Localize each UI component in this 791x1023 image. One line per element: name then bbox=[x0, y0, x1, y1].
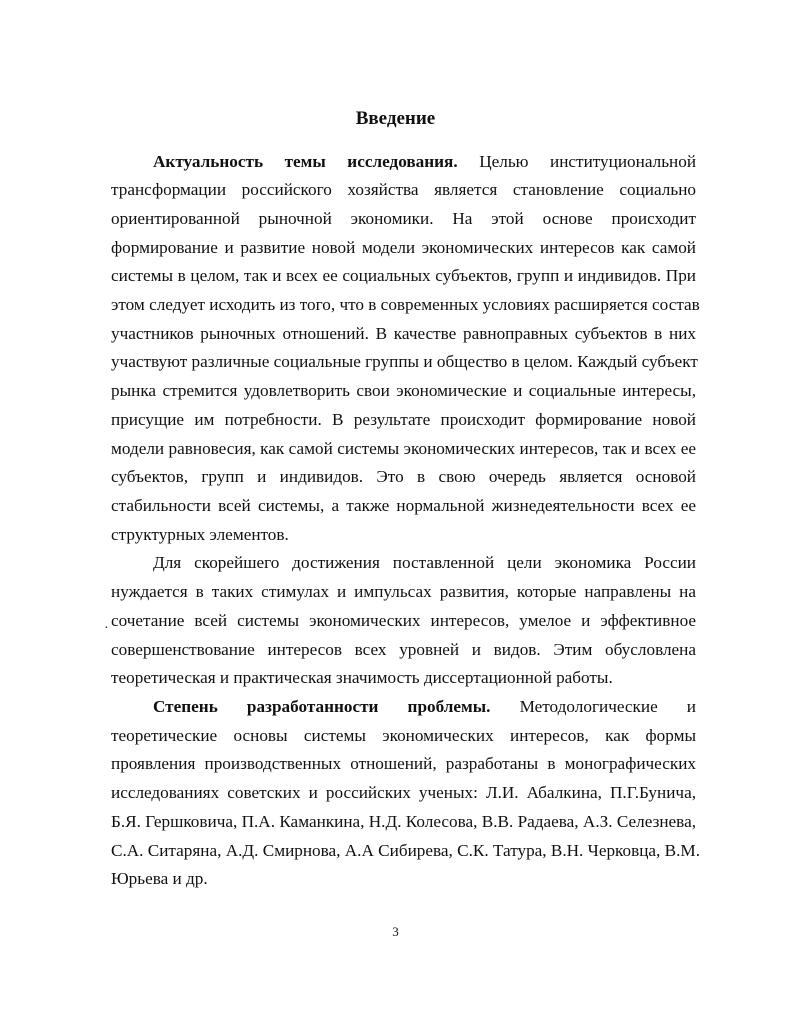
paragraph-line: совершенствование интересов всех уровней и видов. Этим обусловлена bbox=[111, 640, 696, 659]
paragraph-3-line-1 bbox=[153, 697, 696, 717]
paragraph-line: субъектов, групп и индивидов. Это в свою очередь является основой bbox=[111, 467, 696, 486]
paragraph-line: стабильности всей системы, а также нормальной жизнедеятельности всех ее bbox=[111, 496, 696, 515]
paragraph-line: системы в целом, так и всех ее социальных субъектов, групп и индивидов. При bbox=[111, 266, 696, 285]
paragraph-2-line-1: Для скорейшего достижения поставленной цели экономика России bbox=[153, 553, 696, 572]
paragraph-line: присущие им потребности. В результате происходит формирование новой bbox=[111, 410, 696, 429]
paragraph-line: ориентированной рыночной экономики. На этой основе происходит bbox=[111, 209, 696, 228]
page-number: 3 bbox=[392, 924, 399, 939]
paragraph-line: теоретическая и практическая значимость диссертационной работы. bbox=[111, 668, 613, 687]
scan-dot-mark: · bbox=[104, 621, 109, 636]
paragraph-line: участников рыночных отношений. В качестве равноправных субъектов в них bbox=[111, 324, 696, 343]
paragraph-line: этом следует исходить из того, что в современных условиях расширяется состав bbox=[111, 295, 700, 314]
paragraph-line: исследованиях советских и российских ученых: Л.И. Абалкина, П.Г.Бунича, bbox=[111, 783, 696, 802]
paragraph-line: рынка стремится удовлетворить свои экономические и социальные интересы, bbox=[111, 381, 696, 400]
paragraph-line: модели равновесия, как самой системы экономических интересов, так и всех ее bbox=[111, 439, 696, 458]
paragraph-line: сочетание всей системы экономических интересов, умелое и эффективное bbox=[111, 611, 696, 630]
paragraph-line: С.А. Ситаряна, А.Д. Смирнова, А.А Сибирева, С.К. Татура, В.Н. Черковца, В.М. bbox=[111, 841, 700, 860]
paragraph-line: теоретические основы системы экономических интересов, как формы bbox=[111, 726, 696, 745]
paragraph-line: трансформации российского хозяйства является становление социально bbox=[111, 180, 696, 199]
paragraph-text: Целью институциональной bbox=[479, 152, 697, 171]
paragraph-text: Методологические и bbox=[519, 697, 697, 716]
page-title: Введение bbox=[355, 108, 436, 129]
paragraph-line: участвуют различные социальные группы и общество в целом. Каждый субъект bbox=[111, 352, 698, 371]
paragraph-line: нуждается в таких стимулах и импульсах развития, которые направлены на bbox=[111, 582, 696, 601]
paragraph-line: структурных элементов. bbox=[111, 525, 289, 544]
paragraph-line: формирование и развитие новой модели экономических интересов как самой bbox=[111, 238, 696, 257]
paragraph-line: Б.Я. Гершковича, П.А. Каманкина, Н.Д. Колесова, В.В. Радаева, А.З. Селезнева, bbox=[111, 812, 696, 831]
bold-lead-development: Степень разработанности проблемы. bbox=[153, 697, 491, 716]
paragraph-1-line-1 bbox=[153, 152, 696, 172]
bold-lead-relevance: Актуальность темы исследования. bbox=[153, 152, 458, 171]
paragraph-line: Юрьева и др. bbox=[111, 869, 208, 888]
paragraph-line: проявления производственных отношений, разработаны в монографических bbox=[111, 754, 696, 773]
